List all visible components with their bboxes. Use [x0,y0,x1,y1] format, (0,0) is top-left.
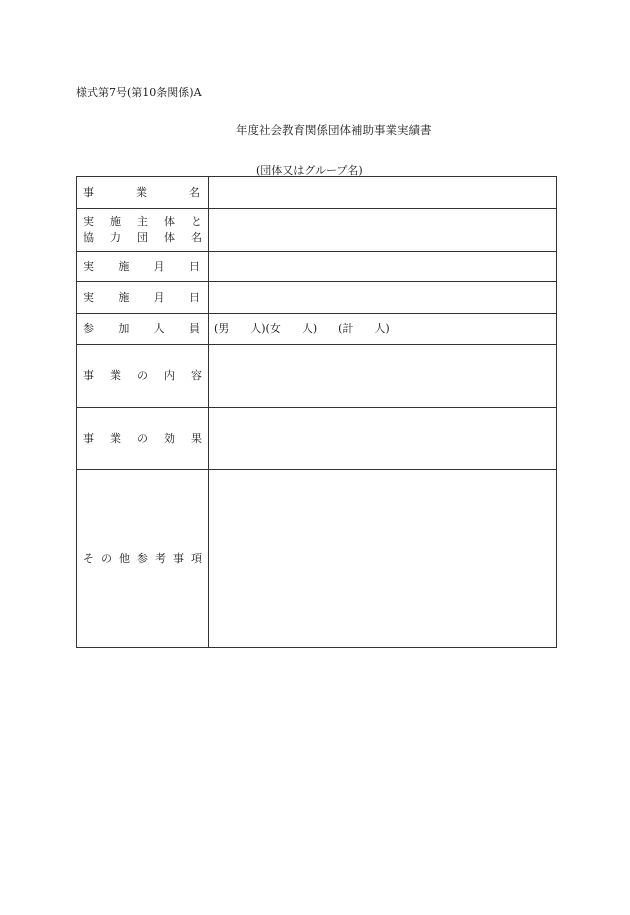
table-row [77,282,557,314]
row-label: そ の 他 参 考 事 項 [77,470,209,648]
table-row [77,314,557,345]
other-notes-field[interactable] [209,470,557,648]
table-row [77,470,557,648]
row-label: 事 業 の 内 容 [77,345,209,408]
participant-counts: (男 人)(女 人) (計 人) [214,322,390,335]
row-label: 事 業 の 効 果 [77,408,209,470]
project-content-field[interactable] [209,345,557,408]
date-field[interactable] [209,282,557,314]
date-field[interactable] [209,252,557,282]
project-effect-field[interactable] [209,408,557,470]
group-name-label: (団体又はグループ名) [256,164,363,177]
participants-field[interactable] [209,314,557,345]
row-label: 事 業 名 [77,177,209,209]
document-title: 年度社会教育関係団体補助事業実績書 [236,123,432,137]
row-label: 実 施 主 体 と 協 力 団 体 名 [77,209,209,252]
table-row [77,252,557,282]
row-label: 実 施 月 日 [77,252,209,282]
table-row [77,209,557,252]
form-number: 様式第7号(第10条関係)A [76,86,202,99]
report-table [76,176,557,648]
table-row [77,345,557,408]
organizer-field[interactable] [209,209,557,252]
project-name-field[interactable] [209,177,557,209]
row-label: 実 施 月 日 [77,282,209,314]
row-label: 参 加 人 員 [77,314,209,345]
table-row [77,408,557,470]
table-row [77,177,557,209]
